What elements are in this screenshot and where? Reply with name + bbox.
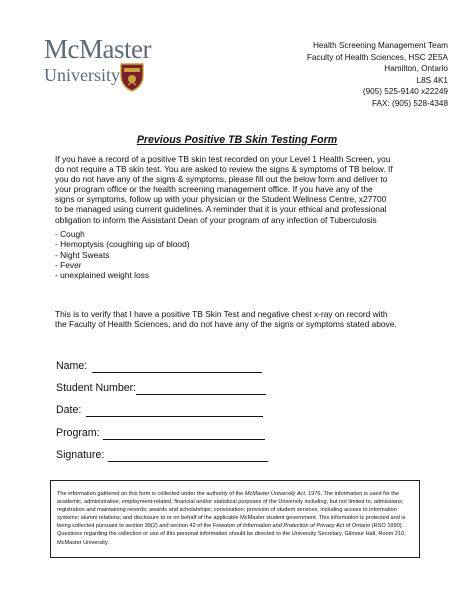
paragraph-line: do not require a TB skin test. You are asked to review the signs & symptoms of TB below. If <box>55 164 393 175</box>
paragraph-line: your program office or the health screening management office. If you have any of the <box>55 184 373 195</box>
list-item: - Cough <box>55 229 85 239</box>
notice-text-segment: The information gathered on this form is collected under the authority of the <box>57 491 245 497</box>
list-item: - Fever <box>55 259 82 270</box>
list-item: - Night Sweats <box>55 249 110 260</box>
signature-label: Signature: <box>56 449 105 461</box>
notice-text-segment: of Ontario (RSO 1990). <box>344 523 404 530</box>
privacy-notice-text <box>57 490 406 547</box>
notice-line: McMaster University. <box>57 539 109 546</box>
privacy-notice-box <box>50 480 420 558</box>
list-item: - Hemoptysis (coughing up of blood) <box>55 239 190 250</box>
instructions-paragraph <box>55 154 435 225</box>
notice-line: academic, administrative, employment-related, financial and/or statistical purposes of the University including, but not limited to, admissions; <box>57 499 404 506</box>
name-label: Name: <box>56 360 88 372</box>
paragraph-line: you do not have any of the signs & symptoms, please fill out the below form and deliver to <box>55 174 388 185</box>
student-number-input-line[interactable] <box>136 394 266 395</box>
notice-act-name: McMaster University Act <box>244 491 305 497</box>
name-input-line[interactable] <box>92 372 262 373</box>
student-number-label: Student Number: <box>56 382 137 394</box>
date-input-line[interactable] <box>86 416 263 417</box>
logo-line-university: University <box>44 65 120 85</box>
address-line: Hamilton, Ontario <box>384 64 448 74</box>
paragraph-line: the Faculty of Health Sciences, and do not have any of the signs or symptoms stated above. <box>55 319 397 330</box>
program-input-line[interactable] <box>103 439 265 440</box>
address-line: L8S 4K1 <box>416 75 448 85</box>
notice-text-segment: being collected pursuant to section 39(2) and section 42 of the <box>57 523 213 530</box>
crest-icon <box>119 62 145 92</box>
notice-line: systems; alumni relations; and disclosure to or on behalf of the applicable McMaster student government. This information is protected and is <box>57 515 406 522</box>
address-line: Faculty of Health Sciences, HSC 2E5A <box>306 52 448 62</box>
paragraph-line: signs or symptoms, follow up with your physician or the Student Wellness Centre, x27700 <box>55 194 387 205</box>
mcmaster-logo <box>44 36 174 96</box>
date-label: Date: <box>56 404 82 416</box>
address-line: Health Screening Management Team <box>312 41 448 50</box>
notice-text-segment: , 1976. The information is used for the <box>304 491 400 497</box>
notice-act-name: Freedom of Information and Protection of Privacy Act <box>212 523 345 530</box>
list-item: - unexplained weight loss <box>55 270 150 281</box>
verification-paragraph <box>55 309 435 329</box>
notice-line: registration and maintaining records; awards and scholarships; convocation; provision of student services, including access to information <box>57 507 397 514</box>
paragraph-line: obligation to inform the Assistant Dean of your program of any infection of Tuberculosis <box>55 214 377 225</box>
logo-line-mcmaster: McMaster <box>44 34 151 64</box>
notice-line: Questions regarding the collection or use of this personal information should be directed to the University Secretary, Gilmour Hall, Room 210, <box>57 531 406 538</box>
paragraph-line: This is to verify that I have a positive TB Skin Test and negative chest x-ray on record with <box>55 309 388 319</box>
address-line: (905) 525-9140 x22249 <box>362 87 448 97</box>
symptoms-list <box>55 229 190 280</box>
address-block <box>248 40 448 110</box>
form-title: Previous Positive TB Skin Testing Form <box>136 134 338 146</box>
paragraph-line: If you have a record of a positive TB skin test recorded on your Level 1 Health Screen, you <box>55 154 391 164</box>
signature-input-line[interactable] <box>108 461 268 462</box>
address-line: FAX: (905) 528-4348 <box>371 98 448 108</box>
notice-line <box>57 490 406 498</box>
program-label: Program: <box>56 427 100 439</box>
paragraph-line: to be managed using current guidelines. A reminder that it is your ethical and professional <box>55 204 387 215</box>
notice-line <box>57 522 406 530</box>
